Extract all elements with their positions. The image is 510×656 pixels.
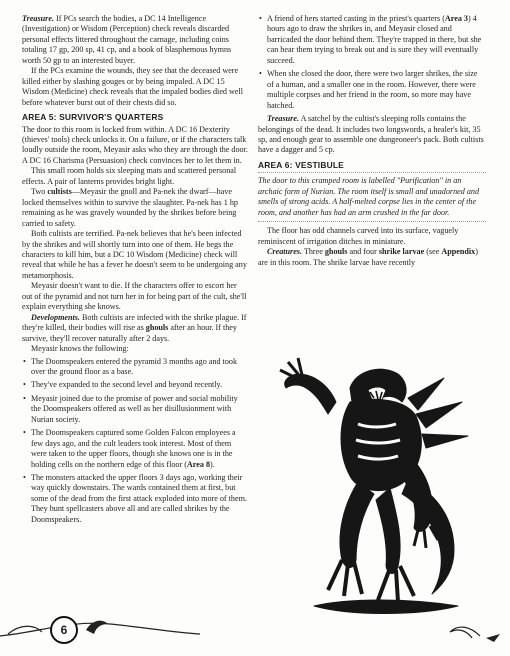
creatures-text: and four <box>347 247 379 257</box>
cultists-text-c: —Meyasir the gnoll and Pa-nek the dwarf—have locked themselves within to survive the slaughter. Pa-nek has 1 hp remaining as he was gravely wounded by the shrikes before being carried to safety. <box>22 187 238 228</box>
shrike-larvae-bold: shrike larvae <box>378 247 425 257</box>
knowledge-list-continued <box>258 14 486 111</box>
list-item <box>258 14 486 66</box>
treasure-paragraph <box>22 14 248 66</box>
wounds-paragraph: If the PCs examine the wounds, they see that the deceased were killed either by slashing gouges or by being impaled. A DC 15 Wisdom (Medicine) check reveals that the impaled bodies died well before whatever burst out of their chests did so. <box>22 66 244 107</box>
list-item: • They've expanded to the second level and beyond recently. <box>22 380 248 390</box>
creatures-lead: Creatures. <box>267 247 302 257</box>
developments-text-c: after an hour. If they survive, they'll recover naturally after 2 days. <box>22 323 237 343</box>
satchel-lead: Treasure. <box>267 114 299 124</box>
meyasir-paragraph: Meyasir doesn't want to die. If the characters offer to escort her out of the pyramid and not turn her in for being part of the cult, she'll explain everything she knows. <box>22 281 247 312</box>
area5-heading: AREA 5: SURVIVOR'S QUARTERS <box>22 112 164 123</box>
area5-door-paragraph: The door to this room is locked from within. A DC 16 Dexterity (thieves' tools) check unlocks it. On a failure, or if the characters talk loudly outside the room, Meyasir asks who they are through the door. A DC 16 Charisma (Persuasion) check convinces her to let them in. <box>22 124 248 165</box>
area6-heading: AREA 6: VESTIBULE <box>258 159 344 170</box>
list-item-text: ). <box>210 459 215 469</box>
list-item-text: ) 4 hours ago to draw the shrikes in, and Meyasir closed and barricaded the door behind them. They're trapped in there, but she can hear them trying to break out and is sure they will eventually succeed. <box>267 14 482 65</box>
developments-lead: Developments. <box>31 312 80 322</box>
read-aloud-box: The door to this cramped room is labelled "Purification" in an archaic form of Nurian. The room itself is small and unadorned and smells of strong acids. A half-melted corpse lies in the center of the room, and another has had an arm crushed in the far door. <box>258 172 486 222</box>
treasure-text: If PCs search the bodies, a DC 14 Intelligence (Investigation) or Wisdom (Perception) check reveals discarded personal effects littered throughout the carnage, including coins totaling 17 gp, 200 sp, 41 cp, and a book of blasphemous hymns worth 50 gp to an interested buyer. <box>22 14 232 65</box>
list-item-text: The Doomspeakers captured some Golden Falcon employees a few days ago, and the cult leaders took interest. Most of them were taken to the upper floors, though she knows one is in the holding cells on the northern edge of this floor ( <box>31 428 236 469</box>
treasure-lead: Treasure. <box>22 14 54 23</box>
cultists-text-a: Two <box>31 187 48 197</box>
creatures-text: ) are in this room. The shrike larvae have recently <box>258 247 478 267</box>
floor-paragraph: The floor has odd channels carved into its surface, vaguely reminiscent of irrigation ditches in miniature. <box>258 226 459 246</box>
shrike-monster-illustration <box>258 344 490 624</box>
developments-paragraph <box>22 313 248 344</box>
developments-text-a: Both cultists are infected with the shrike plague. If they're killed, their bodies will rise as <box>22 312 247 333</box>
ghouls-bold: ghouls <box>324 247 348 257</box>
satchel-text: A satchel by the cultist's sleeping rolls contains the belongings of the dead. It includes two longswords, a healer's kit, 35 sp, and enough gear to assemble one dungeoneer's pack. Both cultists have a dagger and 5 cp. <box>258 114 484 155</box>
page-number: 6 <box>50 616 78 644</box>
list-item: • The Doomspeakers entered the pyramid 3 months ago and took over the ground floor as a base. <box>22 357 248 378</box>
cultists-paragraph <box>22 187 248 229</box>
list-item: • Meyasir joined due to the promise of power and social mobility the Doomspeakers offered as well as her disillusionment with Nurian society. <box>22 394 248 425</box>
list-item <box>22 428 248 470</box>
cultists-bold: cultists <box>47 187 72 197</box>
list-item: • When she closed the door, there were two larger shrikes, the size of a human, and a smaller one in the room. However, there were multiple corpses and her friend in the room, so more may have hatched. <box>258 69 486 111</box>
appendix-ref: Appendix <box>441 247 476 257</box>
right-column <box>258 14 486 268</box>
satchel-paragraph <box>258 114 486 156</box>
creatures-text: Three <box>302 247 325 257</box>
creatures-paragraph <box>258 247 486 268</box>
list-item: • The monsters attacked the upper floors 3 days ago, working their way quickly downstairs. The wards contained them at first, but some of the dead from the first attack exploded into more of them. They hunt spellcasters above all and are called shrikes by the Doomspeakers. <box>22 473 248 525</box>
terrified-paragraph: Both cultists are terrified. Pa-nek believes that he's been infected by the shrikes and will shortly turn into one of them. He begs the characters to kill him, but a DC 10 Wisdom (Medicine) check will reveal that while he has a fever he doesn't seem to be undergoing any metamorphosis. <box>22 229 247 280</box>
ghouls-bold: ghouls <box>145 323 169 333</box>
knows-paragraph: Meyasir knows the following: <box>31 344 129 354</box>
list-item-text: A friend of hers started casting in the priest's quarters ( <box>267 14 445 23</box>
room-description-paragraph: This small room holds six sleeping mats and scattered personal effects. A pair of lanterns provides bright light. <box>22 166 237 186</box>
left-column <box>22 14 248 528</box>
knowledge-list <box>22 357 248 526</box>
area8-ref: Area 8 <box>186 459 211 469</box>
area3-ref: Area 3 <box>444 14 468 23</box>
creatures-text: (see <box>424 247 442 257</box>
